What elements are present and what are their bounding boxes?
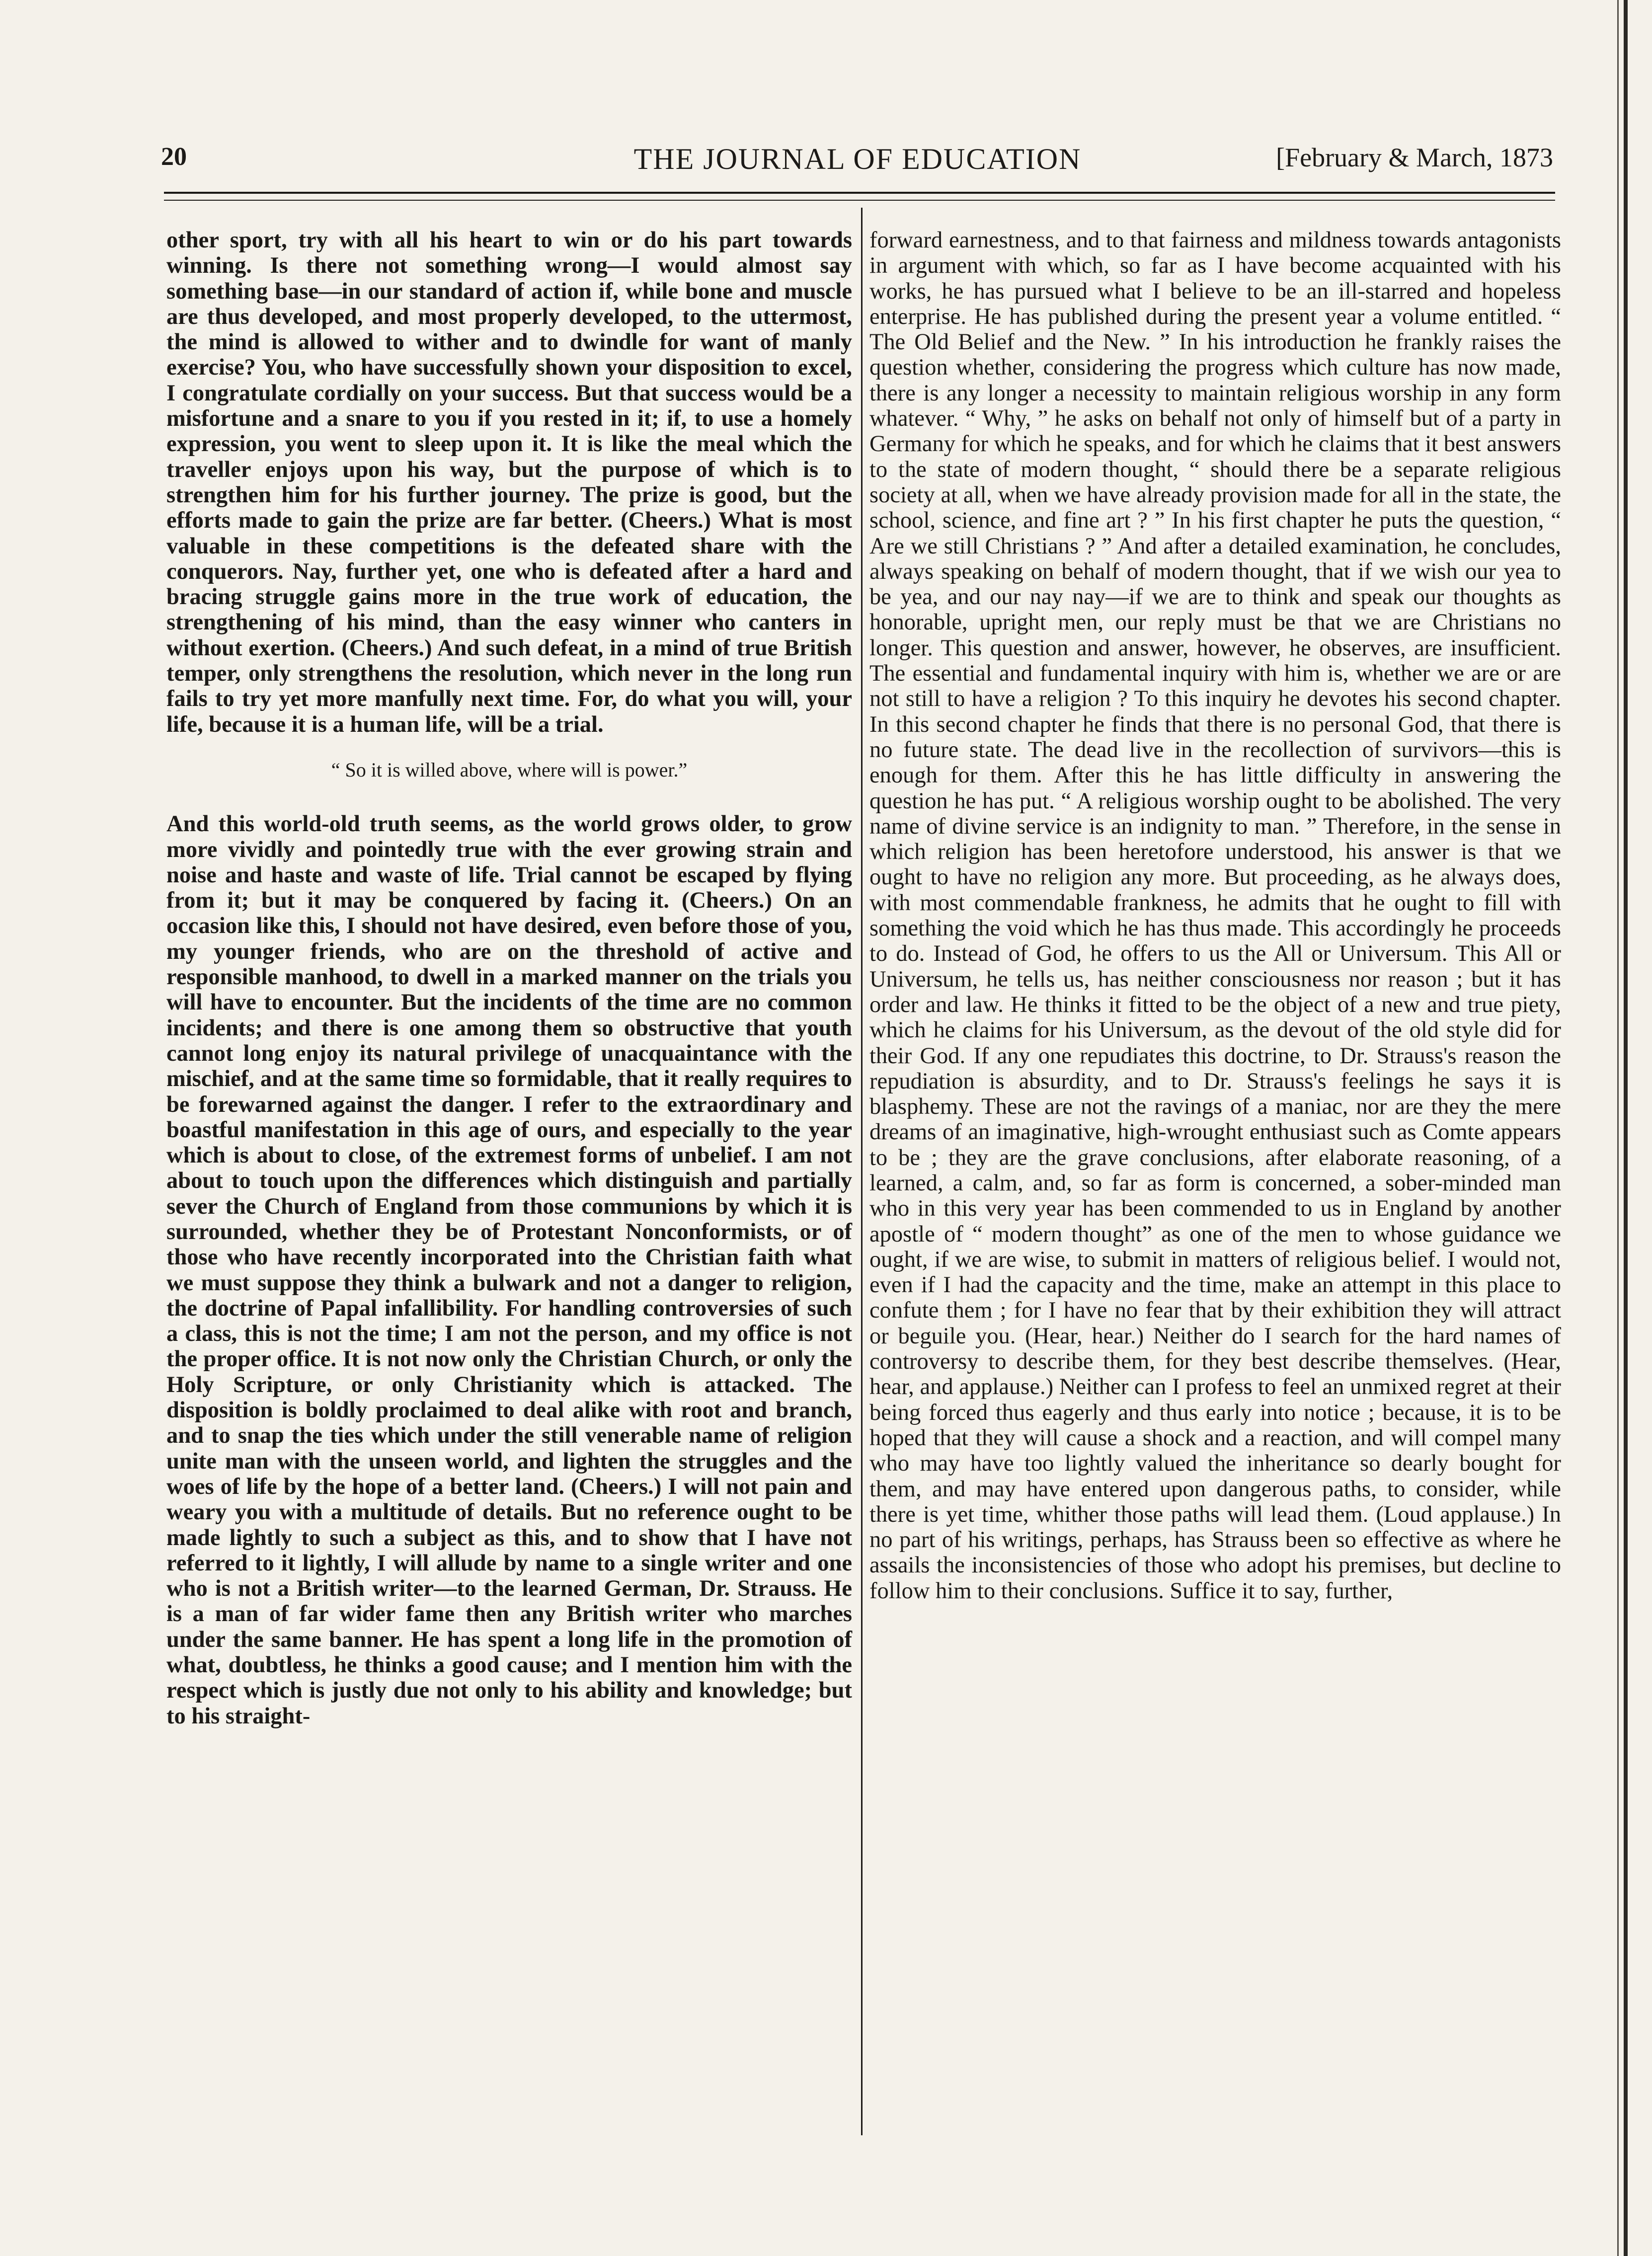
- right-paragraph-1: forward earnestness, and to that fairness and mildness towards antagonists in argument with which, so far as I have become acquainted with his works, he has pursued what I believe to be an ill-starred and hopeless enterprise. He has published during the present year a volume entitled. “ The Old Belief and the New. ” In his introduction he frankly raises the question whether, considering the progress which culture has now made, there is any longer a necessity to maintain religious worship in any form whatever. “ Why, ” he asks on behalf not only of himself but of a party in Germany for which he speaks, and for which he claims that it best answers to the state of modern thought, “ should there be a separate religious society at all, when we have already provision made for all in the state, the school, science, and fine art ? ” In his first chapter he puts the question, “ Are we still Christians ? ” And after a detailed examination, he concludes, always speaking on behalf of modern thought, that if we wish our yea to be yea, and our nay nay—if we are to think and speak our thoughts as honorable, upright men, our reply must be that we are Christians no longer. This question and answer, however, he observes, are insufficient. The essential and fundamental inquiry with him is, whether we are or are not still to have a religion ? To this inquiry he devotes his second chapter. In this second chapter he finds that there is no personal God, that there is no future state. The dead live in the recollection of survivors—this is enough for them. After this he has little difficulty in answering the question he has put. “ A religious worship ought to be abolished. The very name of divine service is an indignity to man. ” Therefore, in the sense in which religion has been heretofore understood, his answer is that we ought to have no religion any more. But proceeding, as he always does, with most commendable frankness, he admits that he ought to fill with something the void which he has thus made. This accordingly he proceeds to do. Instead of God, he offers to us the All or Universum. This All or Universum, he tells us, has neither consciousness nor reason ; but it has order and law. He thinks it fitted to be the object of a new and true piety, which he claims for his Universum, as the devout of the old style did for their God. If any one repudiates this doctrine, to Dr. Strauss's reason the repudiation is absurdity, and to Dr. Strauss's feelings he says it is blasphemy. These are not the ravings of a maniac, nor are they the mere dreams of an imaginative, high-wrought enthusiast such as Comte appears to be ; they are the grave conclusions, after elaborate reasoning, of a learned, a calm, and, so far as form is concerned, a sober-minded man who in this very year has been commended to us in England by another apostle of “ modern thought” as one of the men to whose guidance we ought, if we are wise, to submit in matters of religious belief. I would not, even if I had the capacity and the time, make an attempt in this place to confute them ; for I have no fear that by their exhibition they will attract or beguile you. (Hear, hear.) Neither do I search for the hard names of controversy to describe them, for they best describe themselves. (Hear, hear, and applause.) Neither can I profess to feel an unmixed regret at their being forced thus eagerly and thus early into notice ; because, it is to be hoped that they will cause a shock and a reaction, and will compel many who may have too lightly valued the inheritance so dearly bought for them, and may have entered upon dangerous paths, to consider, while there is yet time, whither those paths will lead them. (Loud applause.) In no part of his writings, perhaps, has Strauss been so effective as where he assails the inconsistencies of those who adopt his premises, but decline to follow him to their conclusions. Suffice it to say, further,: [869, 228, 1562, 1604]
- header-rule: [164, 192, 1555, 201]
- page-number: 20: [161, 143, 187, 171]
- left-paragraph-1: other sport, try with all his heart to win or do his part towards winning. Is there not something wrong—I would almost say something base—in our standard of action if, while bone and muscle are thus developed, and most properly developed, to the uttermost, the mind is allowed to wither and to dwindle for want of manly exercise? You, who have successfully shown your disposition to excel, I congratulate cordially on your success. But that success would be a misfortune and a snare to you if you rested in it; if, to use a homely expression, you went to sleep upon it. It is like the meal which the traveller enjoys upon his way, but the purpose of which is to strengthen him for his further journey. The prize is good, but the efforts made to gain the prize are far better. (Cheers.) What is most valuable in these competitions is the defeated share with the conquerors. Nay, further yet, one who is defeated after a hard and bracing struggle gains more in the true work of education, the strengthening of his mind, than the easy winner who canters in without exertion. (Cheers.) And such defeat, in a mind of true British temper, only strengthens the resolution, which never in the long run fails to try yet more manfully next time. For, do what you will, your life, because it is a human life, will be a trial.: [166, 228, 852, 737]
- left-column: [166, 228, 852, 1729]
- right-column: [869, 228, 1561, 1604]
- column-divider: [861, 208, 863, 2135]
- binding-edge-inner: [1617, 0, 1619, 2256]
- page-header: [158, 142, 1557, 182]
- journal-title: THE JOURNAL OF EDUCATION: [633, 143, 1082, 175]
- verse-quote: “ So it is willed above, where will is power.”: [331, 758, 688, 781]
- left-paragraph-2: And this world-old truth seems, as the world grows older, to grow more vividly and pointedly true with the ever growing strain and noise and haste and waste of life. Trial cannot be escaped by flying from it; but it may be conquered by facing it. (Cheers.) On an occasion like this, I should not have desired, even before those of you, my younger friends, who are on the threshold of active and responsible manhood, to dwell in a marked manner on the trials you will have to encounter. But the incidents of the time are no common incidents; and there is one among them so obstructive that youth cannot long enjoy its natural privilege of unacquaintance with the mischief, and at the same time so formidable, that it really requires to be forewarned against the danger. I refer to the extraordinary and boastful manifestation in this age of ours, and especially to the year which is about to close, of the extremest forms of unbelief. I am not about to touch upon the differences which distinguish and partially sever the Church of England from those communions by which it is surrounded, whether they be of Protestant Nonconformists, or of those who have recently incorporated into the Christian faith what we must suppose they think a bulwark and not a danger to religion, the doctrine of Papal infallibility. For handling controversies of such a class, this is not the time; I am not the person, and my office is not the proper office. It is not now only the Christian Church, or only the Holy Scripture, or only Christianity which is attacked. The disposition is boldly proclaimed to deal alike with root and branch, and to snap the ties which under the still venerable name of religion unite man with the unseen world, and lighten the struggles and the woes of life by the hope of a better land. (Cheers.) I will not pain and weary you with a multitude of details. But no reference ought to be made lightly to such a subject as this, and to show that I have not referred to it lightly, I will allude by name to a single writer and one who is not a British writer—to the learned German, Dr. Strauss. He is a man of far wider fame then any British writer who marches under the same banner. He has spent a long life in the promotion of what, doubtless, he thinks a good cause; and I mention him with the respect which is justly due not only to his ability and knowledge; but to his straight-: [166, 811, 852, 1729]
- issue-date: [February & March, 1873: [1276, 143, 1553, 172]
- binding-edge: [1624, 0, 1628, 2256]
